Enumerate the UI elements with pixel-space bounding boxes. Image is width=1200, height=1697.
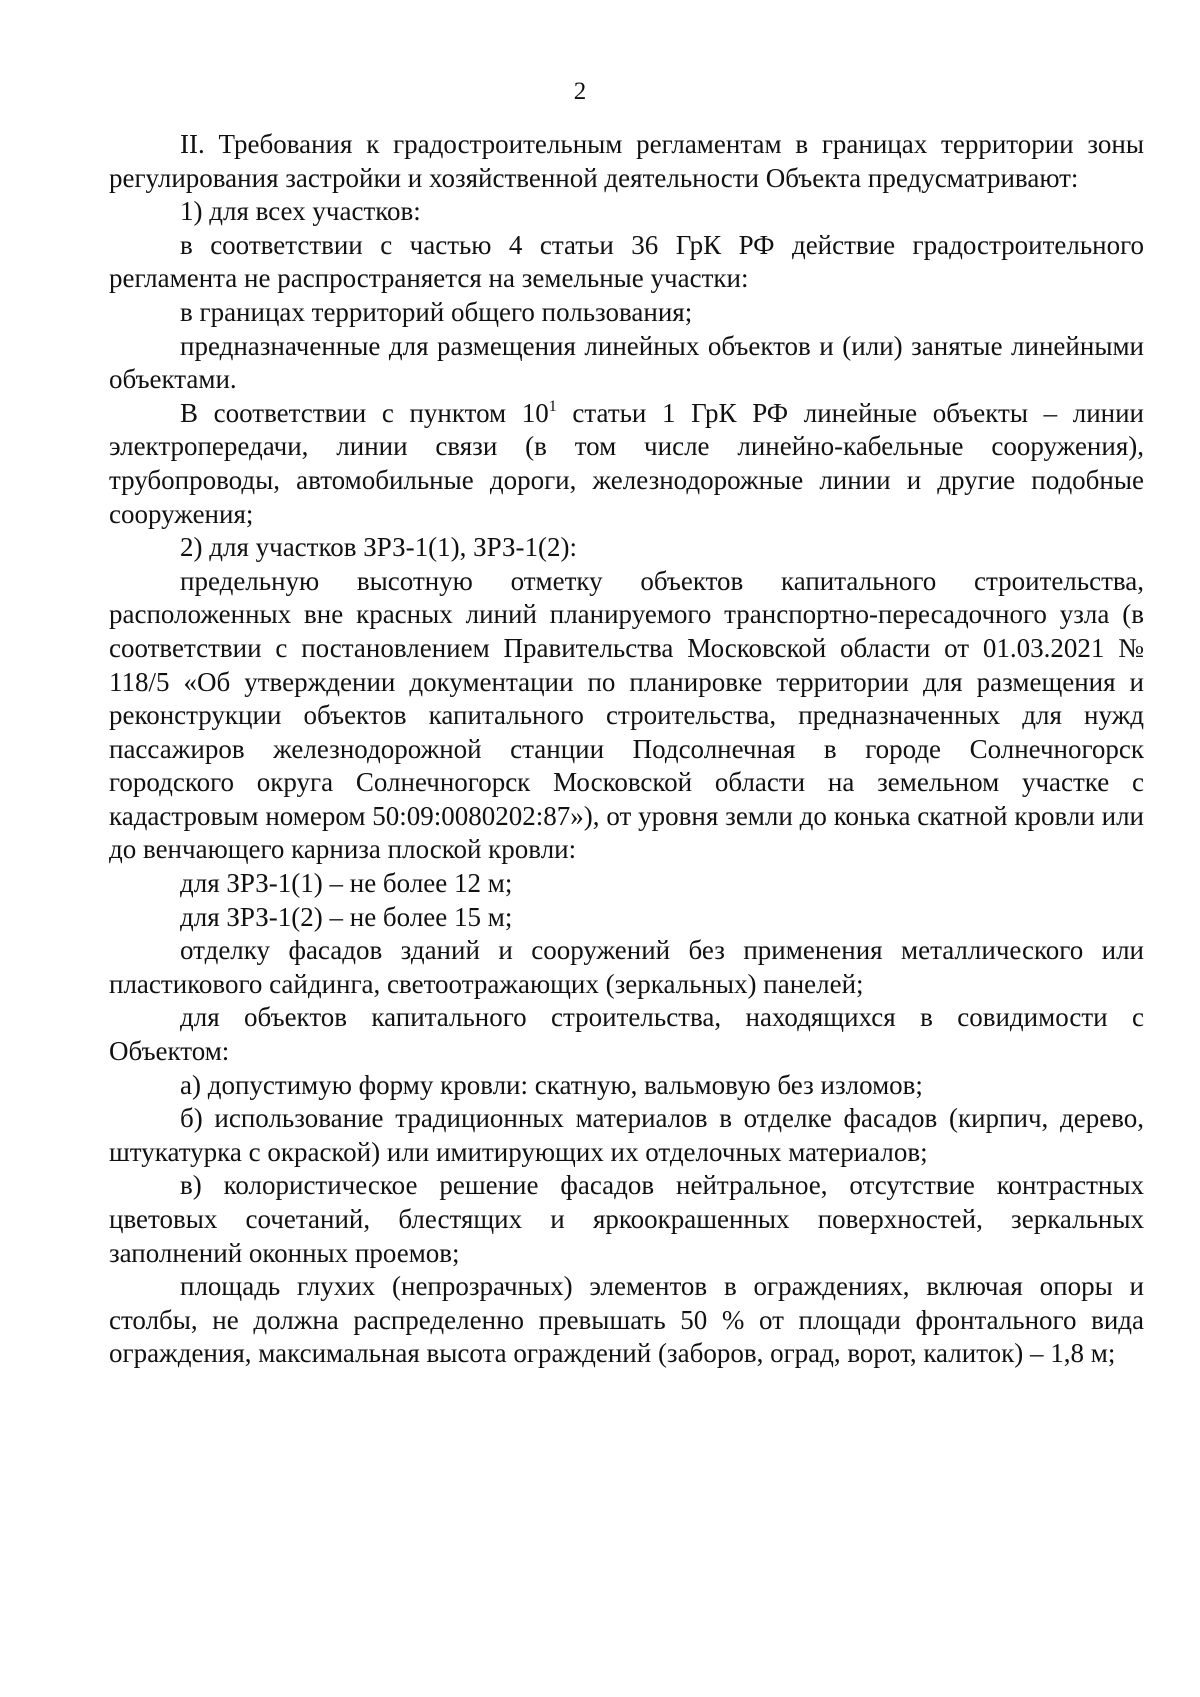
body-paragraph: площадь глухих (непрозрачных) элементов в ограждениях, включая опоры и столбы, не должна распределенно превышать 50 % от площади фронтального вида ограждения, максимальная высота ограждений (заборов, оград, ворот, калиток) – 1,8 м; bbox=[109, 1271, 1144, 1369]
body-paragraph: в соответствии с частью 4 статьи 36 ГрК РФ действие градостроительного регламента не распространяется на земельные участки: bbox=[109, 229, 1144, 294]
superscript: 1 bbox=[548, 397, 557, 415]
body-paragraph: предназначенные для размещения линейных объектов и (или) занятые линейными объектами. bbox=[109, 330, 1144, 395]
body-paragraph-with-superscript bbox=[109, 397, 1144, 531]
paragraph-text-before: В соответствии с пунктом 10 bbox=[180, 397, 549, 428]
body-paragraph: для объектов капитального строительства, находящихся в совидимости с Объектом: bbox=[109, 1002, 1144, 1067]
paragraph-text-after: статьи 1 ГрК РФ линейные объекты – линии электропередачи, линии связи (в том числе линейно-кабельные сооружения), трубопроводы, автомобильные дороги, железнодорожные линии и другие подобные сооружения; bbox=[109, 397, 1144, 529]
body-paragraph: для ЗРЗ-1(1) – не более 12 м; bbox=[180, 868, 513, 899]
document-body bbox=[109, 128, 1144, 1371]
body-paragraph: отделку фасадов зданий и сооружений без применения металлического или пластикового сайдинга, светоотражающих (зеркальных) панелей; bbox=[109, 935, 1144, 999]
section-heading-paragraph: II. Требования к градостроительным регламентам в границах территории зоны регулирования застройки и хозяйственной деятельности Объекта предусматривают: bbox=[109, 129, 1144, 193]
list-item-paragraph: 1) для всех участков: bbox=[180, 196, 421, 227]
list-item-paragraph: а) допустимую форму кровли: скатную, вальмовую без изломов; bbox=[180, 1069, 923, 1100]
body-paragraph: в границах территорий общего пользования; bbox=[180, 296, 693, 327]
list-item-paragraph: б) использование традиционных материалов в отделке фасадов (кирпич, дерево, штукатурка с окраской) или имитирующих их отделочных материалов; bbox=[109, 1103, 1144, 1167]
list-item-paragraph: 2) для участков ЗРЗ-1(1), ЗРЗ-1(2): bbox=[180, 532, 577, 563]
page-number: 2 bbox=[573, 78, 587, 105]
body-paragraph: предельную высотную отметку объектов капитального строительства, расположенных вне красных линий планируемого транспортно-пересадочного узла (в соответствии с постановлением Правительства Московской области от 01.03.2021 № 118/5 «Об утверждении документации по планировке территории для размещения и реконструкции объектов капитального строительства, предназначенных для нужд пассажиров железнодорожной станции Подсолнечная в городе Солнечногорск городского округа Солнечногорск Московской области на земельном участке с кадастровым номером 50:09:0080202:87»), от уровня земли до конька скатной кровли или до венчающего карниза плоской кровли: bbox=[109, 565, 1144, 865]
list-item-paragraph: в) колористическое решение фасадов нейтральное, отсутствие контрастных цветовых сочетаний, блестящих и яркоокрашенных поверхностей, зеркальных заполнений оконных проемов; bbox=[109, 1170, 1144, 1268]
body-paragraph: для ЗРЗ-1(2) – не более 15 м; bbox=[180, 901, 513, 932]
